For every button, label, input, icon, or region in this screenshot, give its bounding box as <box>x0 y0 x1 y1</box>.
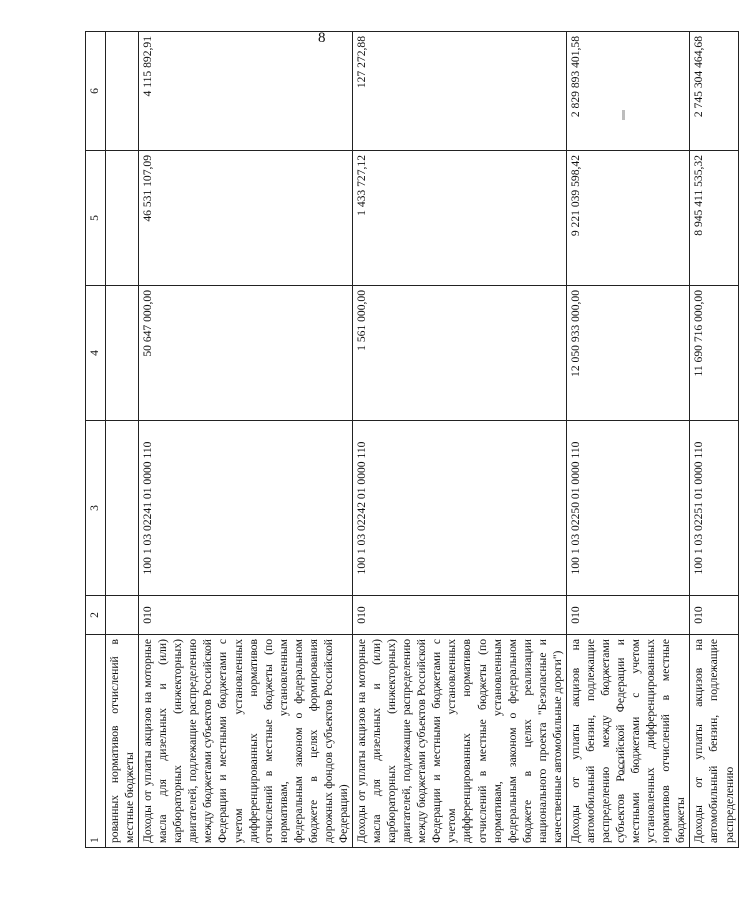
column-header: 4 <box>86 286 106 421</box>
row-col6 <box>106 32 139 151</box>
table-header-row <box>86 32 106 848</box>
row-code: 010 <box>690 596 738 635</box>
row-col6: 2 745 304 464,68 <box>690 32 738 151</box>
row-col5: 46 531 107,09 <box>139 151 353 286</box>
row-kbk <box>106 421 139 596</box>
row-name: Доходы от уплаты акцизов на автомобильный бензин, подлежащие распределению <box>690 635 738 848</box>
row-col5: 9 221 039 598,42 <box>566 151 690 286</box>
column-header: 5 <box>86 151 106 286</box>
row-col5: 8 945 411 535,32 <box>690 151 738 286</box>
row-name: Доходы от уплаты акцизов на автомобильный бензин, подлежащие распределению между бюджетами субъектов Российской Федерации и местными бюджетами с учетом установленных дифференцированных нормативов отчислений в местные бюджеты <box>566 635 690 848</box>
row-kbk: 100 1 03 02241 01 0000 110 <box>139 421 353 596</box>
revenue-table <box>85 31 739 848</box>
row-col6: 2 829 893 401,58 <box>566 32 690 151</box>
table-row <box>566 32 690 848</box>
row-kbk: 100 1 03 02250 01 0000 110 <box>566 421 690 596</box>
row-code: 010 <box>139 596 353 635</box>
table-row <box>106 32 139 848</box>
row-col4 <box>106 286 139 421</box>
row-col4: 1 561 000,00 <box>353 286 567 421</box>
row-col4: 12 050 933 000,00 <box>566 286 690 421</box>
row-code <box>106 596 139 635</box>
row-name: рованных нормативов отчислений в местные бюджеты <box>106 635 139 848</box>
column-header: 2 <box>86 596 106 635</box>
row-name: Доходы от уплаты акцизов на моторные масла для дизельных и (или) карбюраторных (инжекторных) двигателей, подлежащие распределению между бюджетами субъектов Российской Федерации и местными бюджетами с учетом установленных дифференцированных нормативов отчислений в местные бюджеты (по нормативам, установленным федеральным законом о федеральном бюджете в целях реализации национального проекта "Безопасные и качественные автомобильные дороги") <box>353 635 567 848</box>
column-header: 6 <box>86 32 106 151</box>
table-row <box>139 32 353 848</box>
column-header: 3 <box>86 421 106 596</box>
row-code: 010 <box>353 596 567 635</box>
row-name: Доходы от уплаты акцизов на моторные масла для дизельных и (или) карбюраторных (инжекторных) двигателей, подлежащие распределению между бюджетами субъектов Российской Федерации и местными бюджетами с учетом установленных дифференцированных нормативов отчислений в местные бюджеты (по нормативам, установленным федеральным законом о федеральном бюджете в целях формирования дорожных фондов субъектов Российской Федерации) <box>139 635 353 848</box>
table-row <box>690 32 738 848</box>
row-col5: 1 433 727,12 <box>353 151 567 286</box>
row-col5 <box>106 151 139 286</box>
rotated-table-wrapper <box>85 36 736 848</box>
column-header: 1 <box>86 635 106 848</box>
row-col4: 50 647 000,00 <box>139 286 353 421</box>
row-kbk: 100 1 03 02242 01 0000 110 <box>353 421 567 596</box>
row-col4: 11 690 716 000,00 <box>690 286 738 421</box>
page-number: 8 <box>318 30 326 46</box>
table-row <box>353 32 567 848</box>
row-col6: 4 115 892,91 <box>139 32 353 151</box>
row-col6: 127 272,88 <box>353 32 567 151</box>
row-kbk: 100 1 03 02251 01 0000 110 <box>690 421 738 596</box>
row-code: 010 <box>566 596 690 635</box>
